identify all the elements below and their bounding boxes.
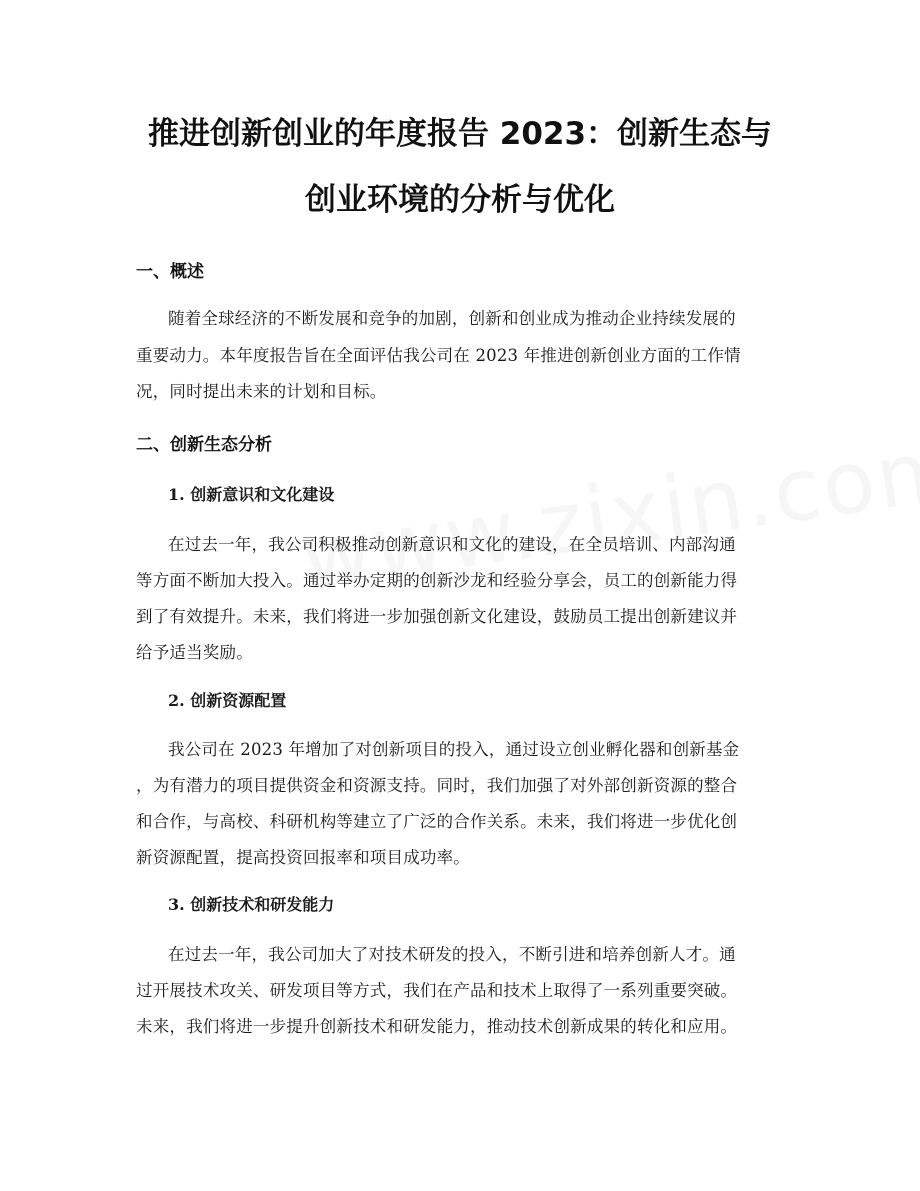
document-title-line-1: 推进创新创业的年度报告 2023：创新生态与 (147, 116, 773, 152)
paragraph-line: 我公司在 2023 年增加了对创新项目的投入，通过设立创业孵化器和创新基金 (168, 740, 740, 759)
paragraph-line: 等方面不断加大投入。通过举办定期的创新沙龙和经验分享会，员工的创新能力得 (136, 571, 738, 590)
paragraph-line: 给予适当奖励。 (136, 643, 253, 662)
section-heading-innovation-ecosystem: 二、创新生态分析 (136, 435, 272, 455)
subsection-heading-technology: 3. 创新技术和研发能力 (168, 895, 335, 914)
paragraph-line: 和合作，与高校、科研机构等建立了广泛的合作关系。未来，我们将进一步优化创 (136, 812, 738, 831)
document-title-line-2: 创业环境的分析与优化 (305, 182, 615, 218)
paragraph-line: 新资源配置，提高投资回报率和项目成功率。 (136, 848, 470, 867)
subsection-heading-resources: 2. 创新资源配置 (168, 691, 287, 710)
paragraph-line: 重要动力。本年度报告旨在全面评估我公司在 2023 年推进创新创业方面的工作情 (136, 346, 741, 365)
subsection-heading-culture: 1. 创新意识和文化建设 (168, 485, 335, 504)
paragraph-line: ，为有潜力的项目提供资金和资源支持。同时，我们加强了对外部创新资源的整合 (136, 776, 738, 795)
paragraph-line: 在过去一年，我公司加大了对技术研发的投入，不断引进和培养创新人才。通 (168, 945, 736, 964)
paragraph-line: 过开展技术攻关、研发项目等方式，我们在产品和技术上取得了一系列重要突破。 (136, 981, 738, 1000)
paragraph-line: 况，同时提出未来的计划和目标。 (136, 382, 387, 401)
section-heading-overview: 一、概述 (136, 262, 204, 282)
paragraph-line: 未来，我们将进一步提升创新技术和研发能力，推动技术创新成果的转化和应用。 (136, 1017, 738, 1036)
paragraph-line: 到了有效提升。未来，我们将进一步加强创新文化建设，鼓励员工提出创新建议并 (136, 607, 738, 626)
paragraph-line: 在过去一年，我公司积极推动创新意识和文化的建设，在全员培训、内部沟通 (168, 535, 736, 554)
paragraph-line: 随着全球经济的不断发展和竞争的加剧，创新和创业成为推动企业持续发展的 (168, 309, 736, 328)
